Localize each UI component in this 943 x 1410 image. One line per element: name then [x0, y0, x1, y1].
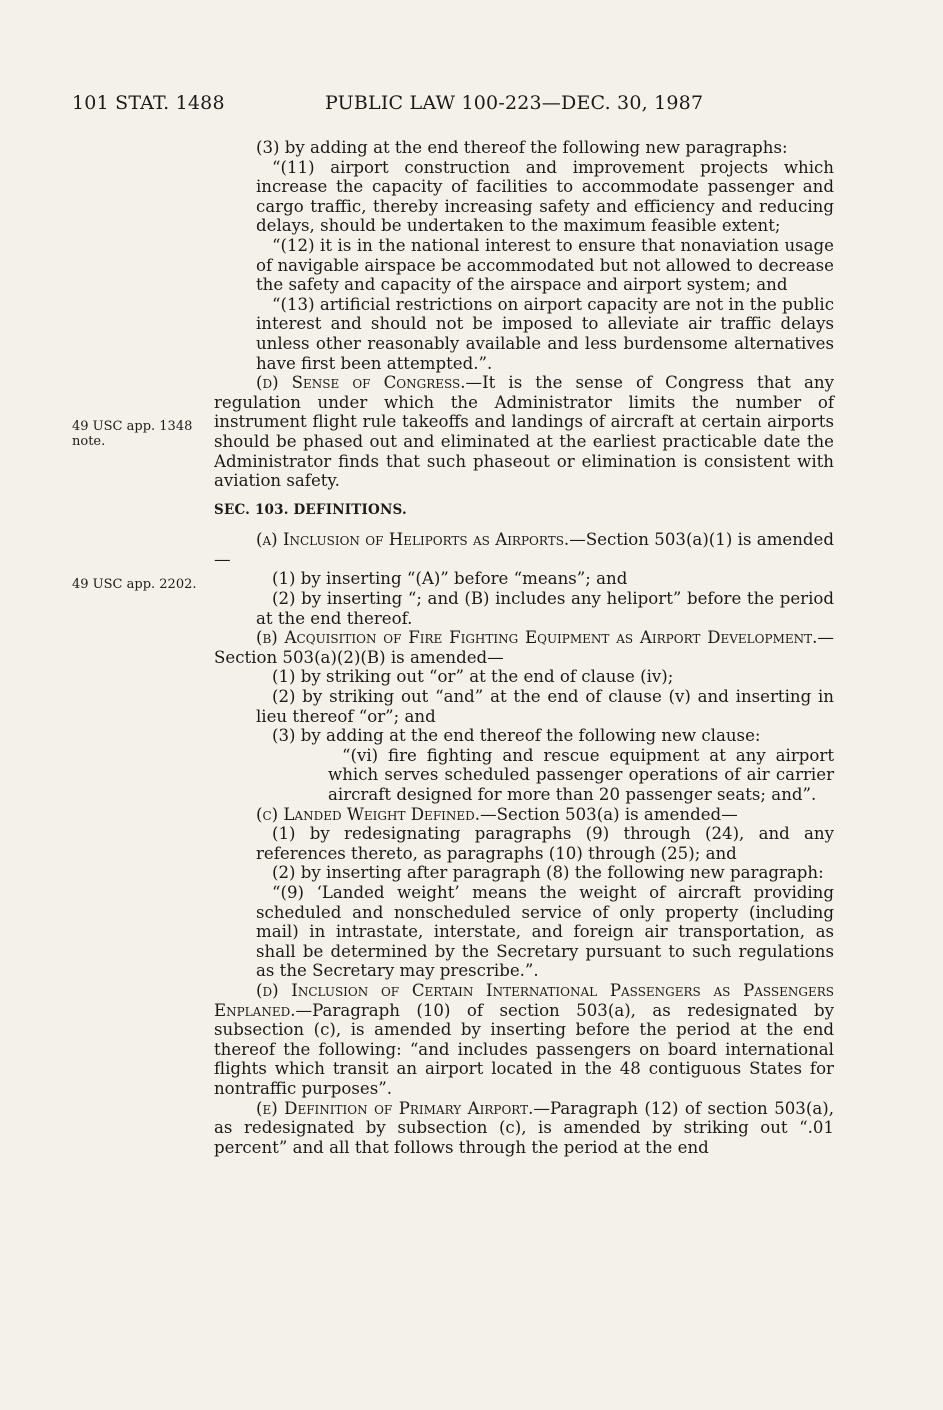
stat-reference: 101 STAT. 1488 — [72, 92, 225, 114]
paragraph-13: “(13) artificial restrictions on airport capacity are not in the public interest and should not be imposed to alleviate air traffic delays unless other reasonably available and less burdensome alternatives have first been attempted.”. — [256, 294, 834, 373]
subsection-b-heading: (b) Acquisition of Fire Fighting Equipment as Airport Development. — [256, 628, 818, 648]
subsection-dd-heading: (d) Inclusion of Certain International Passengers as Passengers Enplaned. — [214, 980, 834, 1020]
subsection-a-item-2: (2) by inserting “; and (B) includes any heliport” before the period at the end thereof. — [256, 589, 834, 628]
subsection-e-heading: (e) Definition of Primary Airport. — [256, 1098, 534, 1118]
subsection-b-fire-fighting — [214, 628, 834, 667]
subsection-a-item-1: (1) by inserting “(A)” before “means”; and — [272, 569, 628, 589]
page-header-title: PUBLIC LAW 100-223—DEC. 30, 1987 — [325, 92, 704, 114]
subsection-a-heading: (a) Inclusion of Heliports as Airports. — [256, 530, 570, 550]
subsection-c-heading: (c) Landed Weight Defined. — [256, 804, 481, 824]
subsection-b-text: —Section 503(a)(2)(B) is amended— — [214, 628, 834, 667]
subsection-c-item-1: (1) by redesignating paragraphs (9) through (24), and any references thereto, as paragraphs (10) through (25); and — [256, 824, 834, 863]
subsection-e-text: —Paragraph (12) of section 503(a), as redesignated by subsection (c), is amended by striking out “.01 percent” and all that follows through the period at the end — [214, 1098, 834, 1157]
body-text — [214, 138, 834, 1157]
subsection-c-text: —Section 503(a) is amended— — [480, 804, 738, 824]
subsection-b-item-3: (3) by adding at the end thereof the following new clause: — [272, 726, 761, 746]
subsection-d-sense-of-congress — [214, 373, 834, 491]
subsection-d-heading: (d) Sense of Congress. — [256, 373, 466, 393]
subsection-dd-text: —Paragraph (10) of section 503(a), as redesignated by subsection (c), is amended by inserting before the period at the end thereof the following: “and includes passengers on board international flights which transit an airport located in the 48 contiguous States for nontraffic purposes”. — [214, 1000, 834, 1098]
section-103-heading: SEC. 103. DEFINITIONS. — [214, 501, 407, 518]
clause-vi: “(vi) fire fighting and rescue equipment at any airport which serves scheduled passenger operations of air carrier aircraft designed for more than 20 passenger seats; and”. — [328, 745, 834, 804]
subsection-c-item-2: (2) by inserting after paragraph (8) the following new paragraph: — [272, 863, 824, 883]
subsection-c-landed-weight — [214, 805, 834, 825]
margin-note-usc-2202: 49 USC app. 2202. — [72, 577, 197, 592]
margin-note-usc-1348: 49 USC app. 1348 note. — [72, 419, 193, 449]
subsection-a-text: —Section 503(a)(1) is amended— — [214, 530, 834, 569]
subsection-b-item-2: (2) by striking out “and” at the end of clause (v) and inserting in lieu thereof “or”; and — [256, 687, 834, 726]
paragraph-12: “(12) it is in the national interest to ensure that nonaviation usage of navigable airspace be accommodated but not allowed to decrease the safety and capacity of the airspace and airport system; and — [256, 235, 834, 295]
subsection-d-international-passengers — [214, 981, 834, 1099]
subsection-e-primary-airport — [214, 1099, 834, 1158]
subsection-a-heliports — [214, 530, 834, 569]
subsection-b-item-1: (1) by striking out “or” at the end of clause (iv); — [272, 667, 674, 687]
subsection-d-text: —It is the sense of Congress that any regulation under which the Administrator limits the number of instrument flight rule takeoffs and landings of aircraft at certain airports should be phased out and eliminated at the earliest practicable date the Administrator finds that such phaseout or elimination is consistent with aviation safety. — [214, 373, 834, 491]
paragraph-9-landed-weight: “(9) ‘Landed weight’ means the weight of aircraft providing scheduled and nonscheduled service of only property (including mail) in intrastate, interstate, and foreign air transportation, as shall be determined by the Secretary pursuant to such regulations as the Secretary may prescribe.”. — [256, 882, 834, 981]
paragraph-11: “(11) airport construction and improvement projects which increase the capacity of facilities to accommodate passenger and cargo traffic, thereby increasing safety and efficiency and reducing delays, should be undertaken to the maximum feasible extent; — [256, 157, 834, 236]
paragraph-3: (3) by adding at the end thereof the following new paragraphs: — [256, 138, 788, 157]
